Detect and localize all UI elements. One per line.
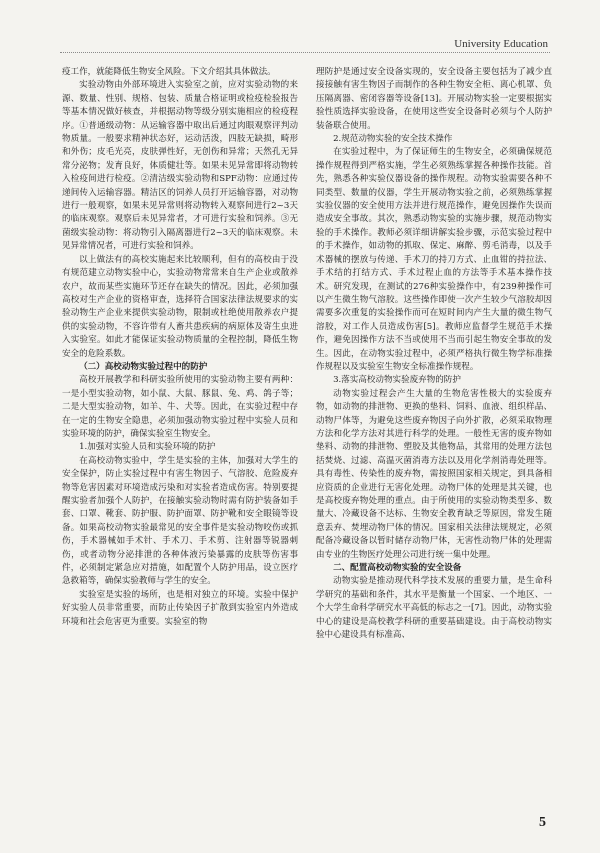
- section-heading-safety-equipment: 二、配置高校动物实验的安全设备: [333, 563, 462, 574]
- left-paragraph-6: 实验室是实验的场所，也是相对独立的环境。实验中保护好实验人员非常重要，而防止传染因子扩散到实验室内外造成环境和社会危害更为重要。实验室的物: [62, 589, 298, 627]
- left-paragraph-2: 实验动物由外部环境进入实验室之前，应对实验动物的来源、数量、性别、规格、包装、质量合格证明或检疫检验报告等基本情况做好核查，并根据动物等级分别实施相应的检疫程序。①普通级动物：从运输容器中取出后通过肉眼观察评判动物质量。一般要求精神状态好，运动活泼，四肢无缺损，畸形和外伤；皮毛光亮，皮肤弹性好，无创伤和异常；天然孔无异常分泌物；发育良好，体质健壮等。如果未见异常即将动物转入检疫间进行检疫。②清洁级实验动物和SPF动物：应通过传递间传入运输容器。精洁区的饲养人员打开运输容器，对动物进行一般观察，如果未见异常则将动物转入观察间进行2~3天的临床观察。观察后未见异常者，才可进行实验和饲养。③无菌级实验动物：将动物引入隔离器进行2~3天的临床观察。未见异常情况者，可进行实验和饲养。: [62, 80, 298, 252]
- journal-header-title: University Education: [454, 38, 548, 50]
- header-rule: [60, 52, 550, 53]
- left-paragraph-1: 疫工作，就能降低生物安全风险。下文介绍其具体做法。: [62, 67, 276, 77]
- left-paragraph-5: 在高校动物实验中，学生是实验的主体，加强对大学生的安全保护，防止实验过程中有害生物因子、气溶胶、危险废弃物等危害因素对环境造成污染和对实验者造成伤害。特别要提醒实验者加强个人防护，在接触实验动物时需有防护装备如手套、口罩、靴套、防护服、防护面罩、防护靴和安全眼镜等设备。如果高校动物实验最常见的安全事件是实验动物咬伤或抓伤，手术器械如手术针、手术刀、手术剪、注射器等锐器刺伤，或者动物分泌排泄的各种体液污染暴露的皮肤等伤害事件，必须制定紧急应对措施，如配置个人防护用品，设立医疗急救箱等，确保实验教师与学生的安全。: [62, 455, 298, 587]
- subheading-waste-protection: 3.落实高校动物实验废弃物的防护: [333, 375, 461, 386]
- left-paragraph-3: 以上做法有的高校实施起来比较顺利，但有的高校由于没有规范建立动物实验中心，实验动物常常来自生产企业或散养农户，故而某些实施环节还存在缺失的情况。因此，必须加强高校对生产企业的资格审查，选择符合国家法律法规要求的实验动物生产企业来提供实验动物，限制或杜绝使用散养农户提供的实验动物，不容许带有人畜共患疾病的病原体及寄生虫进入实验室。如此才能保证实验动物质量的全程控制，降低生物安全的危险系数。: [62, 254, 298, 359]
- right-column: [316, 66, 552, 642]
- left-paragraph-4: 高校开展教学和科研实验所使用的实验动物主要有两种：一是小型实验动物，如小鼠、大鼠、豚鼠、兔、鸡、鸽子等；二是大型实验动物，如羊、牛、犬等。因此，在实验过程中存在一定的生物安全隐患，必须加强动物实验过程中实验人员和实验环境的防护，确保实验室生物安全。: [62, 375, 298, 439]
- right-paragraph-4: 动物实验是推动现代科学技术发展的重要力量，是生命科学研究的基础和条件，其水平是衡量一个国家、一个地区、一个大学生命科学研究水平高低的标志之一[7]。因此，动物实验中心的建设是高校教学科研的重要基础建设。由于高校动物实验中心建设具有标准高、: [316, 576, 552, 641]
- right-paragraph-1: 理防护是通过安全设备实现的，安全设备主要包括为了减少直接接触有害生物因子而制作的各种生物安全柜、离心机罩、负压隔离器、密闭容器等设备[13]。开展动物实验一定要根据实验性质选择实验设备，在使用这些安全设备时必须与个人防护装备联合使用。: [316, 67, 552, 131]
- subheading-safe-operation: 2.规范动物实验的安全技术操作: [333, 134, 453, 145]
- right-paragraph-2: 在实验过程中，为了保证师生的生物安全，必须确保规范操作规程得到严格实施，学生必须熟练掌握各种操作技能。首先，熟悉各种实验仪器设备的操作规程。动物实验需要各种不同类型、数量的仪器，学生开展动物实验之前，必须熟练掌握实验仪器的安全使用方法并进行规范操作，避免因操作失误而造成安全事故。其次，熟悉动物实验的实施步骤，规范动物实验的手术操作。教师必须详细讲解实验步骤，示范实验过程中的手术操作，如动物的抓取、保定、麻醉、剪毛消毒，以及手术器械的摆放与传递、手术刀的持刀方式、止血钳的持拉法、手术结的打结方式、手术过程止血的方法等手术基本操作技术。研究发现，在测试的276种实验操作中，有239种操作可以产生微生物气溶胶。这些操作即使一次产生较少气溶胶却因需要多次重复的实验操作而可在短时间内产生大量的微生物气溶胶，对工作人员造成伤害[5]。教师应监督学生规范手术操作，避免因操作方法不当或使用不当而引起生物安全事故的发生。因此，在动物实验过程中，必须严格执行微生物学标准操作规程以及实验室生物安全标准操作规程。: [316, 147, 552, 372]
- subheading-personnel-protection: 1.加强对实验人员和实验环境的防护: [79, 442, 216, 453]
- left-column: [62, 66, 298, 629]
- section-heading-protection: （二）高校动物实验过程中的防护: [79, 361, 208, 372]
- right-paragraph-3: 动物实验过程会产生大量的生物危害性极大的实验废弃物，如动物的排泄物、更换的垫料、饲料、血液、组织样品、动物尸体等，为避免这些废弃物因子向外扩散，必须采取物理方法和化学方法对其进行科学的处理。一般性无害的废弃物如垫料、动物的排泄物、塑胶及其他物品，其常用的处理方法包括焚烧、过滤、高温灭菌消毒方法以及用化学剂消毒处理等。具有毒性、传染性的废弃物，需按照国家相关规定，到具备相应资质的企业进行无害化处理。动物尸体的处理是其关键，也是高校废弃物处理的重点。由于所使用的实验动物类型多、数量大、冷藏设备不达标、生物安全教育缺乏等原因，常发生随意丢弃、焚埋动物尸体的情况。国家相关法律法规规定，必须配备冷藏设备以暂时储存动物尸体，无害性动物尸体的处理需由专业的生物医疗处理公司进行统一集中处理。: [316, 388, 552, 560]
- page-number: 5: [539, 815, 546, 830]
